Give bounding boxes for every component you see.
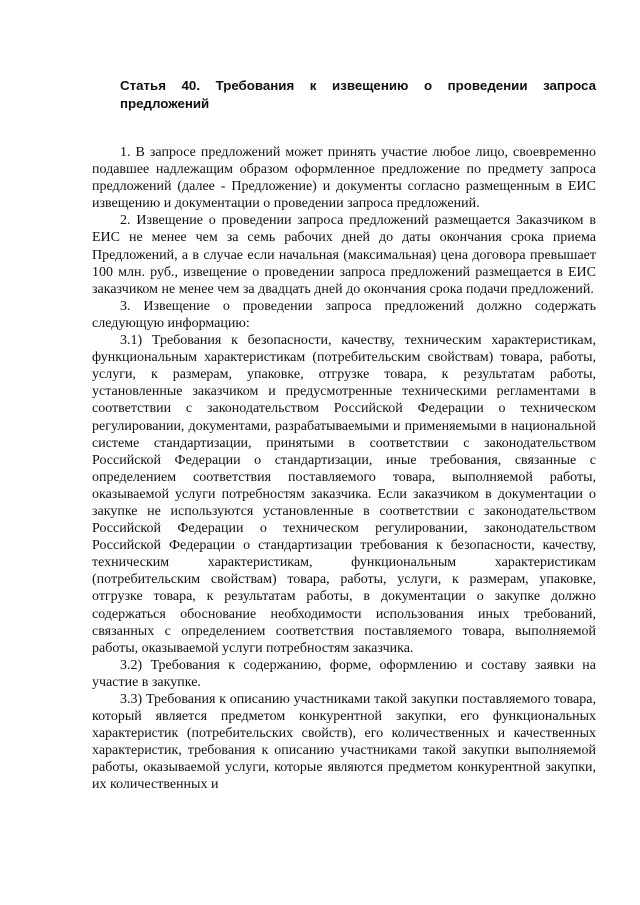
- paragraph-1: 1. В запросе предложений может принять участие любое лицо, своевременно подавшее надлежащим образом оформленное предложение по предмету запроса предложений (далее - Предложение) и документы согласно размещенным в ЕИС извещению и документации о проведении запроса предложений.: [92, 145, 596, 212]
- paragraph-3-2: 3.2) Требования к содержанию, форме, оформлению и составу заявки на участие в закупке.: [92, 657, 596, 690]
- paragraph-2: 2. Извещение о проведении запроса предложений размещается Заказчиком в ЕИС не менее чем за семь рабочих дней до даты окончания срока приема Предложений, а в случае если начальная (максимальная) цена договора превышает 100 млн. руб., извещение о проведении запроса предложений размещается в ЕИС заказчиком не менее чем за двадцать дней до окончания срока подачи предложений.: [92, 213, 596, 297]
- article-title: Статья 40. Требования к извещению о проведении запроса предложений: [120, 78, 596, 111]
- paragraph-3: 3. Извещение о проведении запроса предложений должно содержать следующую информацию:: [92, 298, 596, 331]
- title-spacer: [92, 113, 596, 144]
- paragraph-3-1: 3.1) Требования к безопасности, качеству, техническим характеристикам, функциональным характеристикам (потребительским свойствам) товара, работы, услуги, к размерам, упаковке, отгрузке товара, к результатам работы, установленные заказчиком и предусмотренные техническими регламентами в соответствии с законодательством Российской Федерации о техническом регулировании, документами, разрабатываемыми и применяемыми в национальной системе стандартизации, принятыми в соответствии с законодательством Российской Федерации о стандартизации, иные требования, связанные с определением соответствия поставляемого товара, выполняемой работы, оказываемой услуги потребностям заказчика. Если заказчиком в документации о закупке не используются установленные в соответствии с законодательством Российской Федерации о техническом регулировании, законодательством Российской Федерации о стандартизации требования к безопасности, качеству, техническим характеристикам, функциональным характеристикам (потребительским свойствам) товара, работы, услуги, к размерам, упаковке, отгрузке товара, к результатам работы, в документации о закупке должно содержаться обоснование необходимости использования иных требований, связанных с определением соответствия поставляемого товара, выполняемой работы, оказываемой услуги потребностям заказчика.: [92, 333, 596, 656]
- paragraph-3-3: 3.3) Требования к описанию участниками такой закупки поставляемого товара, который является предметом конкурентной закупки, его функциональных характеристик (потребительских свойств), его количественных и качественных характеристик, требования к описанию участниками такой закупки выполняемой работы, оказываемой услуги, которые являются предметом конкурентной закупки, их количественных и: [92, 692, 596, 793]
- document-body: [92, 77, 596, 794]
